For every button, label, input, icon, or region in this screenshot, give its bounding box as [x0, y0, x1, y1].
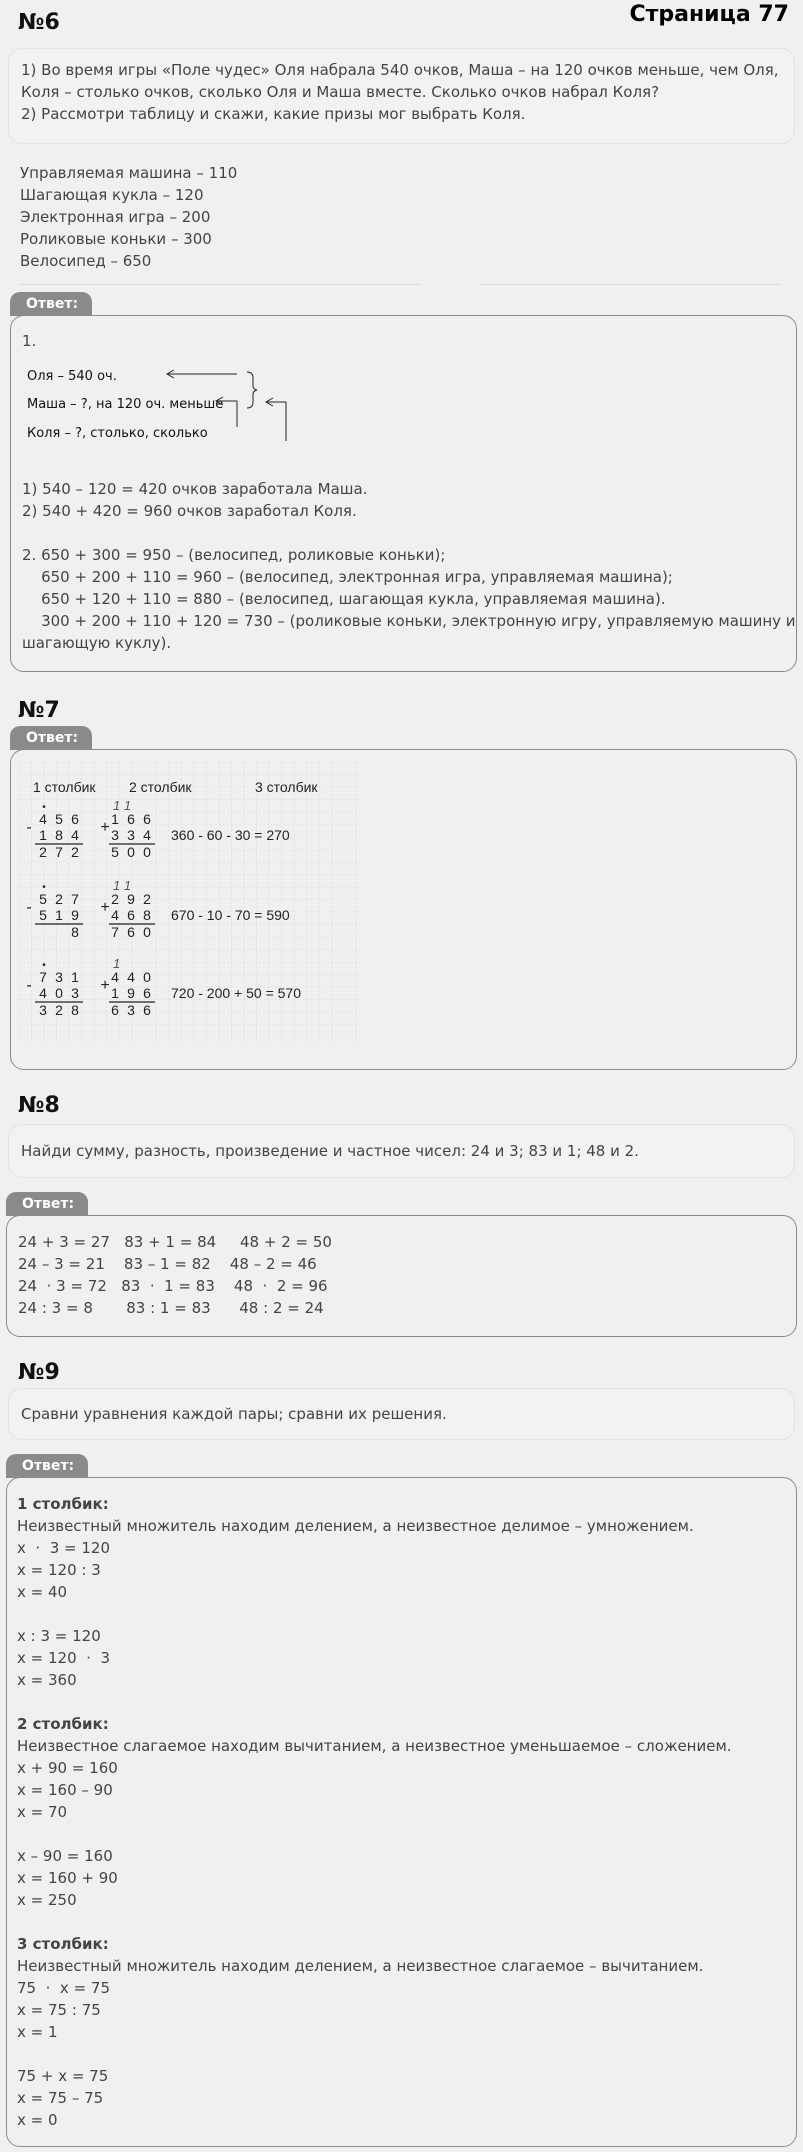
minuend-digit: 7	[71, 891, 79, 907]
equation-line: x = 0	[17, 2111, 58, 2129]
answer-line: 300 + 200 + 110 + 120 = 730 – (роликовые коньки, электронную игру, управляемую машину и	[22, 612, 796, 630]
sum-digit: 0	[143, 924, 151, 940]
addend-digit: 4	[111, 907, 119, 923]
difference-digit: 8	[71, 1002, 79, 1018]
equation-line: 75 · x = 75	[17, 1979, 110, 1997]
answer-line: 650 + 120 + 110 = 880 – (велосипед, шагающая кукла, управляемая машина).	[22, 590, 666, 608]
answer-lines	[18, 1231, 332, 1319]
task-6-question	[8, 48, 795, 144]
equation-line: x + 90 = 160	[17, 1759, 118, 1777]
spacer	[17, 1691, 732, 1713]
subtrahend-digit: 1	[39, 827, 47, 843]
spacer	[17, 1823, 732, 1845]
borrow-mark: •	[42, 802, 46, 813]
prize-item: Роликовые коньки – 300	[20, 230, 212, 248]
rule-text: Неизвестное слагаемое находим вычитанием, а неизвестное уменьшаемое – сложением.	[17, 1737, 732, 1755]
answer-line: 24 · 3 = 72 83 · 1 = 83 48 · 2 = 96	[18, 1277, 328, 1295]
spacer	[17, 1911, 732, 1933]
sum-digit: 6	[111, 1002, 119, 1018]
difference-digit: 7	[55, 844, 63, 860]
equation-line: x = 120 · 3	[17, 1649, 110, 1667]
addend-digit: 4	[127, 969, 135, 985]
expression-result: 670 - 10 - 70 = 590	[171, 907, 290, 923]
addend-digit: 6	[127, 811, 135, 827]
task-6-answer	[10, 315, 797, 672]
equation-line: x · 3 = 120	[17, 1539, 110, 1557]
sum-digit: 7	[111, 924, 119, 940]
equation-line: x = 75 – 75	[17, 2089, 104, 2107]
rule-text: Неизвестный множитель находим делением, а неизвестное слагаемое – вычитанием.	[17, 1957, 704, 1975]
addend-digit: 1	[111, 985, 119, 1001]
divider	[20, 284, 420, 285]
answer-line	[22, 522, 796, 544]
sum-digit: 0	[143, 844, 151, 860]
borrow-mark: •	[42, 882, 46, 893]
sum-digit: 6	[127, 924, 135, 940]
page-title: Страница 77	[629, 2, 789, 27]
carry-digits: 1	[113, 956, 121, 971]
subtrahend-digit: 4	[71, 827, 79, 843]
minuend-digit: 5	[55, 811, 63, 827]
answer-line: 2. 650 + 300 = 950 – (велосипед, роликовые коньки);	[22, 546, 446, 564]
minus-sign: -	[26, 819, 32, 836]
prize-item: Управляемая машина – 110	[20, 164, 238, 182]
subtrahend-digit: 9	[71, 907, 79, 923]
addend-digit: 6	[143, 985, 151, 1001]
question-line: 1) Во время игры «Поле чудес» Оля набрала 540 очков, Маша – на 120 очков меньше, чем Оля,	[21, 61, 779, 79]
rule-text: Неизвестный множитель находим делением, а неизвестное делимое – умножением.	[17, 1517, 694, 1535]
carry-digits: 1 1	[113, 798, 132, 813]
answer-tag: Ответ:	[10, 726, 92, 750]
minuend-digit: 4	[39, 811, 47, 827]
task-8-number: №8	[18, 1093, 60, 1118]
spacer	[17, 1603, 732, 1625]
minuend-digit: 3	[55, 969, 63, 985]
difference-digit: 3	[39, 1002, 47, 1018]
answer-lines	[22, 478, 796, 654]
addend-digit: 6	[143, 811, 151, 827]
column-arithmetic-grid	[19, 762, 363, 1044]
equation-line: x = 75 : 75	[17, 2001, 101, 2019]
task-8-answer	[6, 1215, 797, 1337]
addend-digit: 0	[143, 969, 151, 985]
plus-sign: +	[100, 977, 110, 994]
col-header: 1 столбик	[33, 779, 96, 795]
answer-tag: Ответ:	[10, 292, 92, 316]
addend-digit: 3	[127, 827, 135, 843]
minuend-digit: 2	[55, 891, 63, 907]
column-title: 2 столбик:	[17, 1715, 109, 1733]
sum-digit: 6	[143, 1002, 151, 1018]
answer-head: 1.	[22, 332, 37, 350]
minuend-digit: 1	[71, 969, 79, 985]
question-line: Коля – столько очков, сколько Оля и Маша вместе. Сколько очков набрал Коля?	[21, 83, 660, 101]
carry-digits: 1 1	[113, 878, 132, 893]
task-9-answer	[6, 1477, 797, 2147]
prize-item: Шагающая кукла – 120	[20, 186, 204, 204]
subtrahend-digit: 8	[55, 827, 63, 843]
expression-result: 360 - 60 - 30 = 270	[171, 827, 290, 843]
difference-digit: 2	[71, 844, 79, 860]
addend-digit: 2	[111, 891, 119, 907]
minuend-digit: 6	[71, 811, 79, 827]
answer-line: 24 – 3 = 21 83 – 1 = 82 48 – 2 = 46	[18, 1255, 317, 1273]
task-6-number: №6	[18, 10, 60, 35]
difference-digit: 2	[55, 1002, 63, 1018]
question-line: Найди сумму, разность, произведение и частное чисел: 24 и 3; 83 и 1; 48 и 2.	[21, 1142, 639, 1160]
answer-line: 24 + 3 = 27 83 + 1 = 84 48 + 2 = 50	[18, 1233, 332, 1251]
equation-line: x = 160 + 90	[17, 1869, 118, 1887]
answer-tag: Ответ:	[6, 1192, 88, 1216]
scheme	[11, 364, 331, 454]
equation-line: x = 120 : 3	[17, 1561, 101, 1579]
subtrahend-digit: 0	[55, 985, 63, 1001]
scheme-olya: Оля – 540 оч.	[27, 369, 117, 384]
addend-digit: 3	[111, 827, 119, 843]
task-8-question	[8, 1124, 795, 1178]
equation-line: x – 90 = 160	[17, 1847, 113, 1865]
addend-digit: 4	[143, 827, 151, 843]
minus-sign: -	[26, 899, 32, 916]
task-9-number: №9	[18, 1360, 60, 1385]
subtrahend-digit: 4	[39, 985, 47, 1001]
minuend-digit: 5	[39, 891, 47, 907]
scheme-arrows	[11, 364, 331, 454]
column-title: 1 столбик:	[17, 1495, 109, 1513]
subtrahend-digit: 5	[39, 907, 47, 923]
addend-digit: 9	[127, 891, 135, 907]
equation-line: x = 40	[17, 1583, 68, 1601]
equation-line: x = 160 – 90	[17, 1781, 113, 1799]
sum-digit: 3	[127, 1002, 135, 1018]
equation-line: x = 250	[17, 1891, 77, 1909]
subtrahend-digit: 3	[71, 985, 79, 1001]
divider	[480, 284, 780, 285]
subtrahend-digit: 1	[55, 907, 63, 923]
prize-item: Электронная игра – 200	[20, 208, 211, 226]
prize-list	[20, 162, 237, 272]
scheme-masha: Маша – ?, на 120 оч. меньше	[27, 397, 224, 412]
borrow-mark: •	[42, 960, 46, 971]
answer-tag: Ответ:	[6, 1454, 88, 1478]
question-line: Сравни уравнения каждой пары; сравни их решения.	[21, 1405, 447, 1423]
sum-digit: 0	[127, 844, 135, 860]
answer-line: 2) 540 + 420 = 960 очков заработал Коля.	[22, 502, 357, 520]
prize-item: Велосипед – 650	[20, 252, 152, 270]
equation-line: 75 + x = 75	[17, 2067, 109, 2085]
scheme-kolya: Коля – ?, столько, сколько	[27, 426, 208, 441]
minuend-digit: 7	[39, 969, 47, 985]
answer-line: 24 : 3 = 8 83 : 1 = 83 48 : 2 = 24	[18, 1299, 324, 1317]
addend-digit: 9	[127, 985, 135, 1001]
question-line: 2) Рассмотри таблицу и скажи, какие призы мог выбрать Коля.	[21, 105, 526, 123]
plus-sign: +	[100, 899, 110, 916]
col-header: 2 столбик	[129, 779, 192, 795]
expression-result: 720 - 200 + 50 = 570	[171, 985, 301, 1001]
equation-line: x = 360	[17, 1671, 77, 1689]
answer-line: шагающую куклу).	[22, 634, 172, 652]
answer-line: 650 + 200 + 110 = 960 – (велосипед, электронная игра, управляемая машина);	[22, 568, 673, 586]
difference-digit: 2	[39, 844, 47, 860]
answer-lines	[17, 1493, 732, 2131]
equation-line: x = 70	[17, 1803, 68, 1821]
answer-line: 1) 540 – 120 = 420 очков заработала Маша.	[22, 480, 368, 498]
col-header: 3 столбик	[255, 779, 318, 795]
addend-digit: 6	[127, 907, 135, 923]
task-9-question	[8, 1388, 795, 1440]
column-title: 3 столбик:	[17, 1935, 109, 1953]
spacer	[17, 2043, 732, 2065]
difference-digit: 8	[71, 924, 79, 940]
sum-digit: 5	[111, 844, 119, 860]
task-7-answer	[10, 749, 797, 1070]
equation-line: x = 1	[17, 2023, 58, 2041]
minus-sign: -	[26, 977, 32, 994]
addend-digit: 1	[111, 811, 119, 827]
plus-sign: +	[100, 819, 110, 836]
addend-digit: 8	[143, 907, 151, 923]
addend-digit: 4	[111, 969, 119, 985]
task-7-number: №7	[18, 698, 60, 723]
addend-digit: 2	[143, 891, 151, 907]
equation-line: x : 3 = 120	[17, 1627, 101, 1645]
